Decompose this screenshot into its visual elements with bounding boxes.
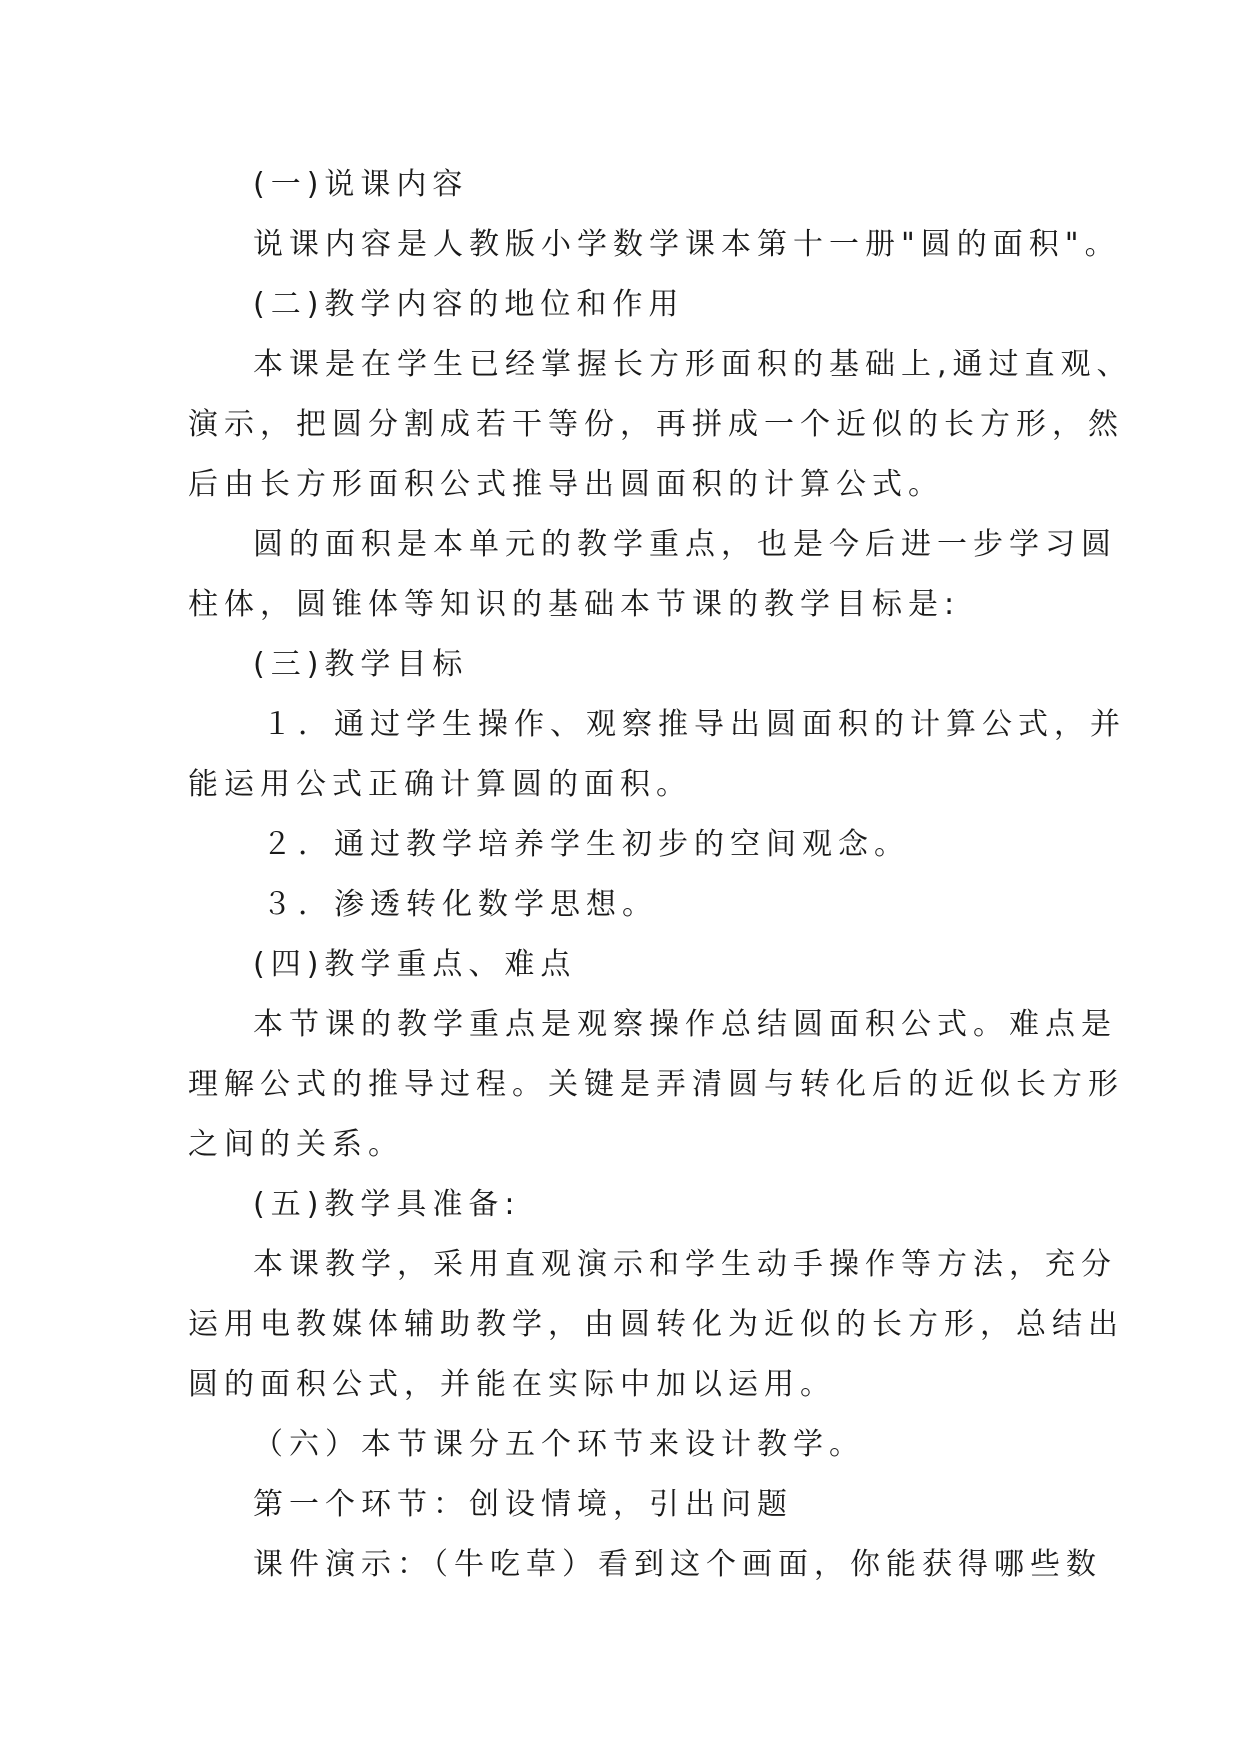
list-item-goal-2: ２．通过教学培养学生初步的空间观念。 <box>262 827 910 862</box>
paragraph-line: 圆的面积是本单元的教学重点，也是今后进一步学习圆 <box>253 527 1117 562</box>
paragraph-line: 课件演示：（牛吃草）看到这个画面，你能获得哪些数 <box>253 1547 1102 1582</box>
paragraph-line: 运用电教媒体辅助教学，由圆转化为近似的长方形，总结出 <box>188 1307 1124 1342</box>
section-heading-teaching-aids: (五)教学具准备: <box>253 1187 521 1222</box>
list-item-goal-3: ３．渗透转化数学思想。 <box>262 887 658 922</box>
paragraph-line: 后由长方形面积公式推导出圆面积的计算公式。 <box>188 467 944 502</box>
paragraph-line: 圆的面积公式，并能在实际中加以运用。 <box>188 1367 836 1402</box>
section-heading-teaching-goals: (三)教学目标 <box>253 647 469 682</box>
paragraph-line: 说课内容是人教版小学数学课本第十一册"圆的面积"。 <box>253 227 1121 262</box>
paragraph-line: 演示，把圆分割成若干等份，再拼成一个近似的长方形，然 <box>188 407 1124 442</box>
paragraph-line: 能运用公式正确计算圆的面积。 <box>188 767 692 802</box>
paragraph-line: 柱体，圆锥体等知识的基础本节课的教学目标是: <box>188 587 961 622</box>
paragraph-line: 本节课的教学重点是观察操作总结圆面积公式。难点是 <box>253 1007 1117 1042</box>
section-heading-five-stages: （六）本节课分五个环节来设计教学。 <box>253 1427 865 1462</box>
paragraph-line: 第一个环节：创设情境，引出问题 <box>253 1487 793 1522</box>
paragraph-line: 本课教学，采用直观演示和学生动手操作等方法，充分 <box>253 1247 1117 1282</box>
paragraph-line: 理解公式的推导过程。关键是弄清圆与转化后的近似长方形 <box>188 1067 1124 1102</box>
section-heading-position-role: (二)教学内容的地位和作用 <box>253 287 685 322</box>
paragraph-line: 之间的关系。 <box>188 1127 404 1162</box>
section-heading-lesson-content: (一)说课内容 <box>253 167 469 202</box>
paragraph-line: 本课是在学生已经掌握长方形面积的基础上,通过直观、 <box>253 347 1133 382</box>
list-item-goal-1: １．通过学生操作、观察推导出圆面积的计算公式，并 <box>262 707 1126 742</box>
section-heading-key-points: (四)教学重点、难点 <box>253 947 577 982</box>
